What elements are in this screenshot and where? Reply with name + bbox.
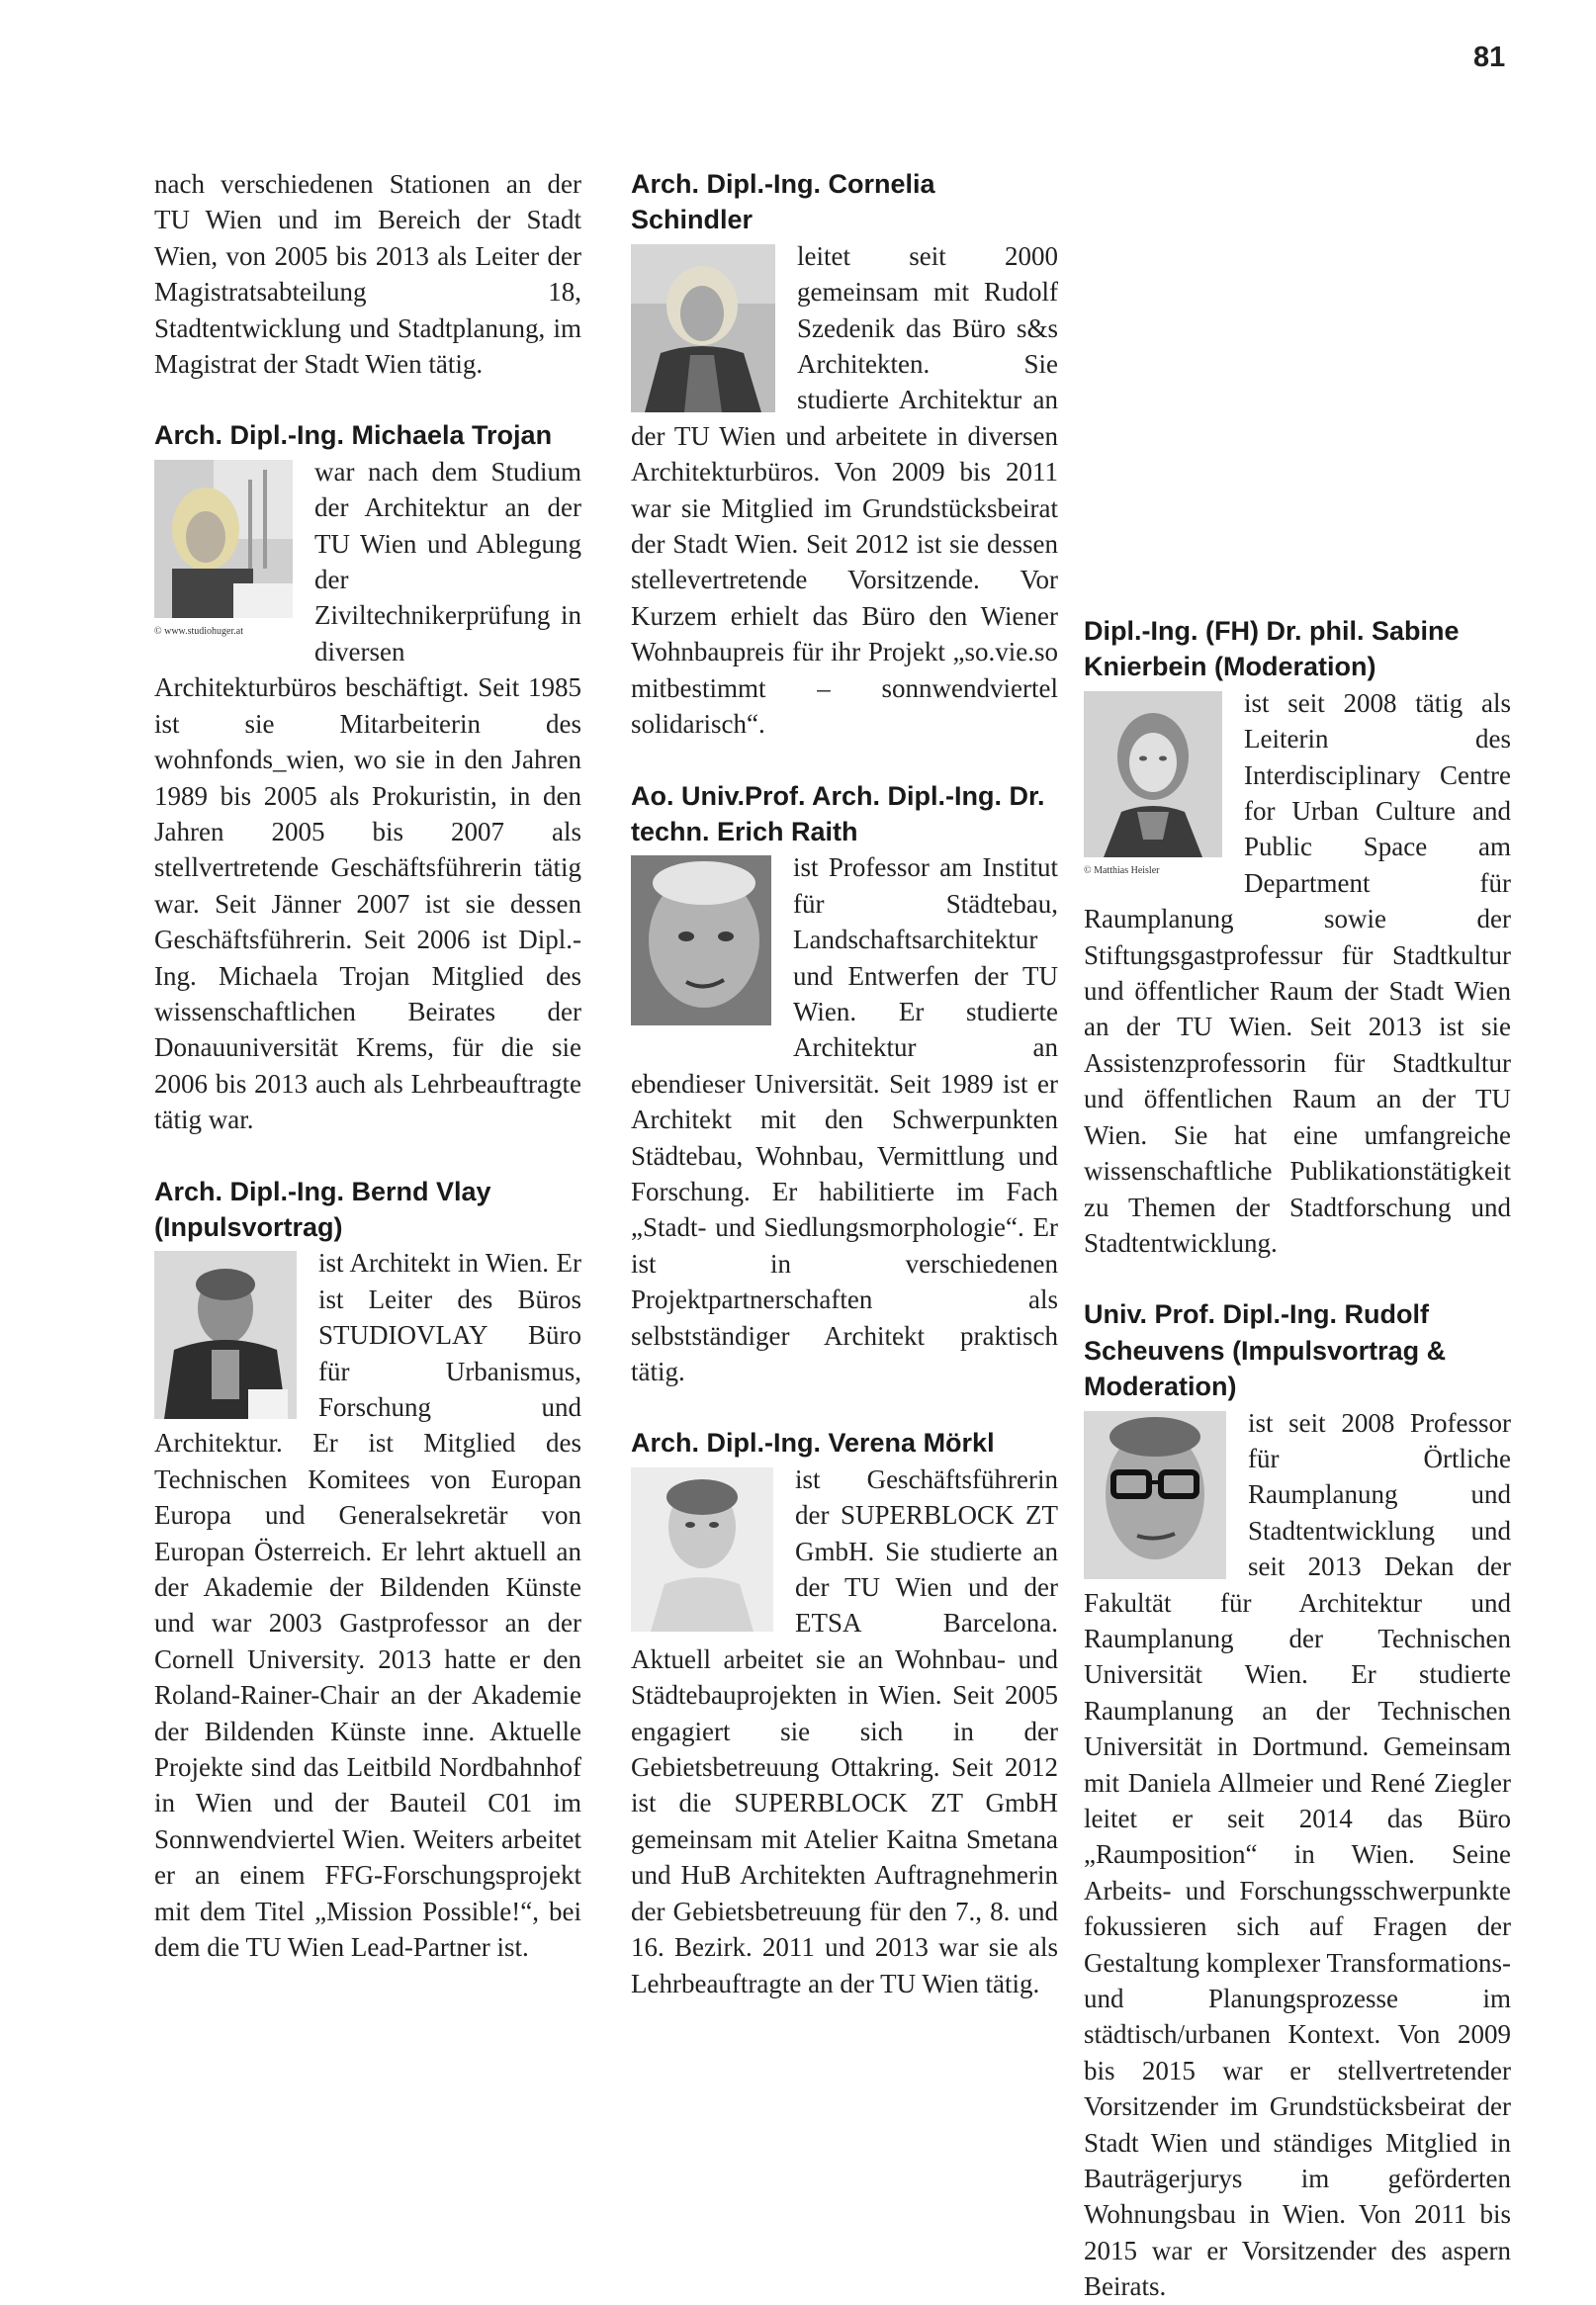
column-3 <box>1084 166 1511 2305</box>
page-number: 81 <box>1473 42 1506 73</box>
portrait-photo-vlay <box>154 1251 297 1419</box>
portrait-photo-knierbein <box>1084 691 1222 857</box>
bio-text: war nach dem Studium der Architektur an der TU Wien und Ablegung der Ziviltechnikerprüfung in diversen Architekturbüros beschäftigt. Seit 1985 ist sie Mitarbeiterin des wohnfonds_wien, wo sie in den Jahren 1989 bis 2005 als Prokuristin, in den Jahren 2005 bis 2007 als stellvertretende Geschäftsführerin tätig war. Seit Jänner 2007 ist sie dessen Geschäftsführerin. Seit 2006 ist Dipl.-Ing. Michaela Trojan Mitglied des wissenschaftlichen Beirates der Donauuniversität Krems, für die sie 2006 bis 2013 auch als Lehrbeauftragte tätig war. <box>154 456 581 1135</box>
bio-text: ist seit 2008 tätig als Leiterin des Interdisciplinary Centre for Urban Culture and Public Space am Department für Raumplanung sowie der Stiftungsgastprofessur für Stadtkultur und öffentlicher Raum der Stadt Wien an der TU Wien. Seit 2013 ist sie Assistenzprofessorin für Stadtkultur und öffentlichen Raum an der TU Wien. Sie hat eine umfangreiche wissenschaftliche Publikationstätigkeit zu Themen der Stadtforschung und Stadtentwicklung. <box>1084 687 1511 1258</box>
bio-entry-knierbein <box>1084 613 1511 1261</box>
bio-entry-raith <box>631 778 1058 1390</box>
bio-entry <box>154 166 581 382</box>
portrait-photo-schindler <box>631 244 775 412</box>
bio-entry-schindler <box>631 166 1058 743</box>
portrait-photo-moerkl <box>631 1467 773 1632</box>
person-name: Dipl.-Ing. (FH) Dr. phil. Sabine Knierbein (Moderation) <box>1084 616 1460 682</box>
photo-credit: © www.studiohuger.at <box>154 625 243 637</box>
photo-credit: © Matthias Heisler <box>1084 864 1160 876</box>
person-name: Univ. Prof. Dipl.-Ing. Rudolf Scheuvens (Impulsvortrag & Moderation) <box>1084 1299 1447 1402</box>
bio-text: ist Geschäftsführerin der SUPERBLOCK ZT GmbH. Sie studierte an der TU Wien und der ETSA Barcelona. Aktuell arbeitet sie an Wohnbau- und Städtebauprojekten in Wien. Seit 2005 engagiert sie sich in der Gebietsbetreuung Ottakring. Seit 2012 ist die SUPERBLOCK ZT GmbH gemeinsam mit Atelier Kaitna Smetana und HuB Architekten Auftragnehmerin der Gebietsbetreuung für den 7., 8. und 16. Bezirk. 2011 und 2013 war sie als Lehrbeauftragte an der TU Wien tätig. <box>631 1463 1058 1998</box>
portrait-photo-trojan <box>154 460 293 618</box>
bio-entry-vlay <box>154 1174 581 1966</box>
bio-entry-trojan <box>154 417 581 1137</box>
person-name: Ao. Univ.Prof. Arch. Dipl.-Ing. Dr. techn. Erich Raith <box>631 780 1045 846</box>
column-2 <box>631 166 1058 2001</box>
bio-entry-scheuvens <box>1084 1296 1511 2304</box>
bio-text: leitet seit 2000 gemeinsam mit Rudolf Szedenik das Büro s&s Architekten. Sie studierte Architektur an der TU Wien und arbeitete in diversen Architekturbüros. Von 2009 bis 2011 war sie Mitglied im Grundstücksbeirat der Stadt Wien. Seit 2012 ist sie dessen stellevertretende Vorsitzende. Vor Kurzem erhielt das Büro den Wiener Wohnbaupreis für ihr Projekt „so.vie.so mitbestimmt – sonnwendviertel solidarisch“. <box>631 240 1058 740</box>
person-name: Arch. Dipl.-Ing. Cornelia Schindler <box>631 169 935 235</box>
bio-entry-moerkl <box>631 1425 1058 2001</box>
bio-text: nach verschiedenen Stationen an der TU Wien und im Bereich der Stadt Wien, von 2005 bis 2013 als Leiter der Magistratsabteilung 18, Stadtentwicklung und Stadtplanung, im Magistrat der Stadt Wien tätig. <box>154 169 581 380</box>
column-1 <box>154 166 581 1966</box>
bio-text: ist Professor am Institut für Städtebau, Landschaftsarchitektur und Entwerfen der TU Wien. Er studierte Architektur an ebendieser Universität. Seit 1989 ist er Architekt mit den Schwerpunkten Städtebau, Wohnbau, Vermittlung und Forschung. Er habilitierte im Fach „Stadt- und Siedlungsmorphologie“. Er ist in verschiedenen Projektpartnerschaften als selbstständiger Architekt praktisch tätig. <box>631 852 1058 1386</box>
bio-text: ist seit 2008 Professor für Örtliche Raumplanung und Stadtentwicklung und seit 2013 Dekan der Fakultät für Architektur und Raumplanung der Technischen Universität Wien. Er studierte Raumplanung an der Technischen Universität in Dortmund. Gemeinsam mit Daniela Allmeier und René Ziegler leitet er seit 2014 das Büro „Raumposition“ in Wien. Seine Arbeits- und Forschungsschwerpunkte fokussieren sich auf Fragen der Gestaltung komplexer Transformations- und Planungsprozesse im städtisch/urbanen Kontext. Von 2009 bis 2015 war er stellvertretender Vorsitzender im Grundstücksbeirat der Stadt Wien und ständiges Mitglied in Bauträgerjurys im geförderten Wohnungsbau in Wien. Von 2011 bis 2015 war er Vorsitzender des aspern Beirats. <box>1084 1407 1511 2302</box>
person-name: Arch. Dipl.-Ing. Verena Mörkl <box>631 1428 995 1459</box>
portrait-photo-raith <box>631 855 771 1025</box>
bio-text: ist Architekt in Wien. Er ist Leiter des Büros STUDIOVLAY Büro für Urbanismus, Forschung und Architektur. Er ist Mitglied des Technischen Komitees von Europan Europa und Generalsekretär von Europan Österreich. Er lehrt aktuell an der Akademie der Bildenden Künste und war 2003 Gastprofessor an der Cornell University. 2013 hatte er den Roland-Rainer-Chair an der Akademie der Bildenden Künste inne. Aktuelle Projekte sind das Leitbild Nordbahnhof in Wien und der Bauteil C01 im Sonnwendviertel Wien. Weiters arbeitet er an einem FFG-Forschungsprojekt mit dem Titel „Mission Possible!“, bei dem die TU Wien Lead-Partner ist. <box>154 1248 581 1963</box>
person-name: Arch. Dipl.-Ing. Michaela Trojan <box>154 420 553 451</box>
portrait-photo-scheuvens <box>1084 1411 1226 1579</box>
person-name: Arch. Dipl.-Ing. Bernd Vlay (Inpulsvortrag) <box>154 1176 491 1242</box>
